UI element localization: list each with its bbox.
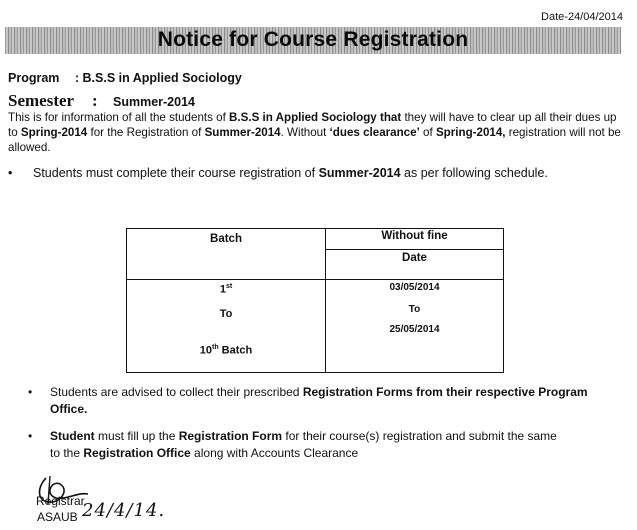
semester-value: Summer-2014 xyxy=(113,95,195,109)
bullet-text-part: to the xyxy=(50,446,84,460)
bullet-text-part: must fill up the xyxy=(94,429,179,443)
paragraph-semester: Spring-2014 xyxy=(20,126,88,139)
schedule-table xyxy=(126,228,504,373)
date-end: 25/05/2014 xyxy=(389,324,440,335)
paragraph-text: for the Registration of xyxy=(87,126,205,139)
date-to: To xyxy=(408,304,421,315)
date-start: 03/05/2014 xyxy=(389,282,440,293)
signature-title: Registrar xyxy=(36,494,85,508)
bullet-emphasis: Student xyxy=(50,429,95,443)
batch-start-sup: st xyxy=(225,283,233,290)
bullet-emphasis: Registration Office xyxy=(83,446,191,460)
bullet-text-part: Students are advised to collect their prescribed xyxy=(50,385,303,399)
bullet-text xyxy=(33,166,548,180)
notice-title: Notice for Course Registration xyxy=(157,28,469,51)
bullet-text-part: as per following schedule. xyxy=(400,166,548,180)
program-line xyxy=(8,71,242,85)
batch-start xyxy=(127,283,325,296)
paragraph-semester: Summer-2014 xyxy=(204,126,281,139)
paragraph-program: B.S.S in Applied Sociology that xyxy=(229,111,402,124)
notice-date: Date-24/04/2014 xyxy=(541,11,623,23)
title-banner xyxy=(5,27,621,54)
paragraph-dues-clearance: ‘dues clearance’ xyxy=(329,126,420,139)
bullet-emphasis: Registration Form xyxy=(178,429,283,443)
date-cell xyxy=(326,280,504,373)
batch-start-num: 1 xyxy=(219,283,226,296)
paragraph-text: This is for information of all the students of xyxy=(8,111,230,124)
semester-label-text: Semester xyxy=(8,91,74,110)
program-label: Program xyxy=(8,71,60,85)
paragraph-semester: Spring-2014, xyxy=(435,126,506,139)
signature-date: 24/4/14. xyxy=(82,500,166,521)
bullet-text xyxy=(50,428,557,462)
bullet-icon: • xyxy=(8,166,13,180)
batch-cell xyxy=(127,280,326,373)
batch-end-num: 10 xyxy=(199,344,212,357)
batch-end-word: Batch xyxy=(218,344,253,357)
bullet-semester: Summer-2014 xyxy=(318,166,401,180)
batch-end-sup: th xyxy=(212,344,219,351)
batch-end xyxy=(127,344,325,357)
header-batch: Batch xyxy=(127,229,326,280)
signature-org: ASAUB xyxy=(37,510,78,524)
bullet-icon: • xyxy=(28,385,33,399)
paragraph-text: they will have to clear up all their dues up to xyxy=(8,111,617,139)
semester-label xyxy=(8,91,98,111)
bullet-text-part: Students must complete their course registration of xyxy=(33,166,319,180)
batch-to: To xyxy=(219,308,233,320)
bullet-text-part: for their course(s) registration and submit the same xyxy=(282,429,557,443)
bullet-icon: • xyxy=(28,429,33,443)
semester-separator: : xyxy=(92,91,98,110)
paragraph-text: of xyxy=(419,126,436,139)
bullet-text-part: along with Accounts Clearance xyxy=(190,446,359,460)
paragraph-text: registration will not be allowed. xyxy=(8,126,621,154)
notice-paragraph xyxy=(8,110,628,155)
program-value: : B.S.S in Applied Sociology xyxy=(74,71,242,85)
header-date: Date xyxy=(326,250,504,280)
header-without-fine: Without fine xyxy=(326,229,504,250)
bullet-emphasis: Registration Forms from their respective Program Office. xyxy=(50,385,588,416)
bullet-text xyxy=(50,384,628,418)
paragraph-text: . Without xyxy=(280,126,330,139)
